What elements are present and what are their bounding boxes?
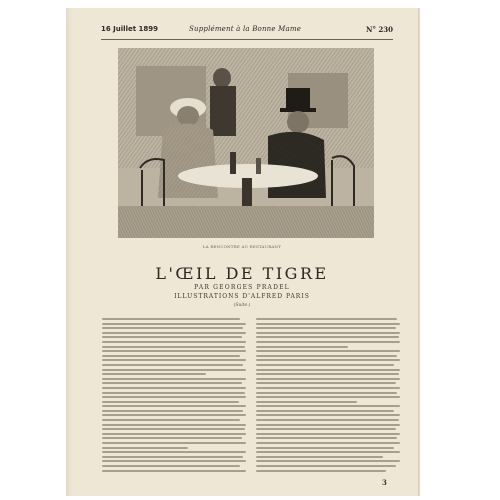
text-column-right <box>256 318 400 488</box>
article-continued: (Suite.) <box>233 303 251 308</box>
running-header <box>101 25 393 37</box>
engraving-illustration <box>118 48 374 238</box>
header-rule <box>101 39 393 40</box>
supplement-title: Supplément à la Bonne Mame <box>189 25 302 33</box>
article-byline: PAR GEORGES PRADEL <box>194 284 290 291</box>
magazine-page <box>66 8 419 496</box>
issue-number: N° 230 <box>366 25 393 34</box>
page-edge-shadow <box>66 8 72 496</box>
illustration-caption: LA RENCONTRE AU RESTAURANT <box>202 244 282 249</box>
page-number: 3 <box>382 478 387 487</box>
article-illustrator: ILLUSTRATIONS D'ALFRED PARIS <box>174 293 310 300</box>
text-column-left <box>102 318 246 488</box>
issue-date: 16 Juillet 1899 <box>101 25 158 33</box>
article-title: L'ŒIL DE TIGRE <box>155 264 329 283</box>
